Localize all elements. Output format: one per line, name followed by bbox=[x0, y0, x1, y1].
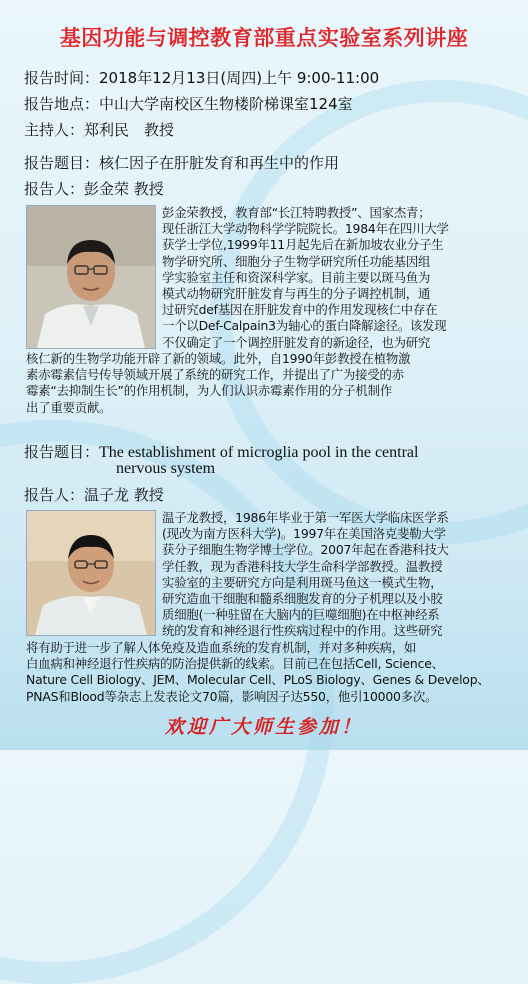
time-value: 2018年12月13日(周四)上午 9:00-11:00 bbox=[99, 69, 380, 87]
bio-line: 将有助于进一步了解人体免疫及造血系统的发育机制，并对多种疾病，如 bbox=[26, 640, 417, 655]
bio-line: 获学士学位,1999年11月起先后在新加坡农业分子生 bbox=[162, 237, 444, 253]
talk2-speaker-label: 报告人： bbox=[24, 486, 85, 504]
talk2-bio-wrap bbox=[162, 510, 508, 640]
bio-line: 现任浙江大学动物科学学院院长。1984年在四川大学 bbox=[162, 221, 449, 237]
bio-line: 质细胞(一种驻留在大脑内的巨噬细胞)在中枢神经系 bbox=[162, 607, 440, 623]
talk2-topic-value: The establishment of microglia pool in the central bbox=[99, 444, 419, 461]
bio-line: 统的发育和神经退行性疾病过程中的作用。这些研究 bbox=[162, 623, 443, 639]
talk2-topic-value-2: nervous system bbox=[116, 460, 216, 477]
host-row bbox=[24, 119, 174, 140]
talk2-speaker-row bbox=[24, 484, 164, 505]
speaker-photo-peng bbox=[26, 205, 156, 349]
talk1-speaker-row bbox=[24, 178, 164, 199]
bio-line: 模式动物研究肝脏发育与再生的分子调控机制，通 bbox=[162, 286, 431, 302]
welcome-footer: 欢迎广大师生参加！ bbox=[164, 716, 363, 738]
place-label: 报告地点： bbox=[24, 95, 100, 113]
bio-line: 出了重要贡献。 bbox=[26, 399, 112, 415]
page-title: 基因功能与调控教育部重点实验室系列讲座 bbox=[59, 26, 469, 50]
talk1-topic-value: 核仁因子在肝脏发育和再生中的作用 bbox=[99, 154, 340, 172]
talk2-topic-label: 报告题目： bbox=[24, 443, 100, 461]
bio-line: 素赤霉素信号传导领域开展了系统的研究工作，并提出了广为接受的赤 bbox=[26, 367, 404, 383]
talk2-topic-row-2 bbox=[116, 459, 215, 478]
talk1-speaker-label: 报告人： bbox=[24, 180, 85, 198]
time-row bbox=[24, 67, 379, 88]
place-row bbox=[24, 93, 353, 114]
talk2-topic-row bbox=[24, 441, 418, 462]
bio-line: 获分子细胞生物学博士学位。2007年起在香港科技大 bbox=[162, 542, 449, 558]
bio-line: PNAS和Blood等杂志上发表论文70篇，影响因子达550，他引10000多次。 bbox=[26, 688, 438, 704]
place-value: 中山大学南校区生物楼阶梯课室124室 bbox=[99, 95, 353, 113]
talk1-bio-wrap bbox=[162, 205, 508, 351]
talk1-topic-label: 报告题目： bbox=[24, 154, 100, 172]
bio-line: 一个以Def-Calpain3为轴心的蛋白降解途径。该发现 bbox=[162, 318, 447, 334]
bio-line: 不仅确定了一个调控肝脏发育的新途径，也为研究 bbox=[162, 334, 431, 350]
bio-line: 彭金荣教授，教育部“长江特聘教授”、国家杰青； bbox=[162, 205, 431, 220]
bio-line: 霉素“去抑制生长”的作用机制，为人们认识赤霉素作用的分子机制作 bbox=[26, 383, 392, 399]
talk2-speaker-value: 温子龙 教授 bbox=[84, 486, 164, 504]
speaker-photo-wen bbox=[26, 510, 156, 636]
bio-line: 实验室的主要研究方向是利用斑马鱼这一模式生物， bbox=[162, 574, 443, 590]
bio-line: (现改为南方医科大学)。1997年在美国洛克斐勒大学 bbox=[162, 526, 446, 542]
bio-line: Nature Cell Biology、JEM、Molecular Cell、PLoS Biology、Genes & Develop、 bbox=[26, 672, 490, 688]
bio-line: 物学研究所、细胞分子生物学研究所任功能基因组 bbox=[162, 253, 431, 269]
bio-line: 学实验室主任和资深科学家。目前主要以斑马鱼为 bbox=[162, 269, 431, 285]
host-label: 主持人： bbox=[24, 121, 85, 139]
bio-line: 学任教，现为香港科技大学生命科学部教授。温教授 bbox=[162, 558, 443, 574]
bio-line: 白血病和神经退行性疾病的防治提供新的线索。目前已在包括Cell, Science、 bbox=[26, 656, 444, 672]
bio-line: 研究造血干细胞和髓系细胞发育的分子机理以及小胶 bbox=[162, 591, 443, 607]
talk2-bio-full bbox=[26, 640, 508, 705]
talk1-topic-row bbox=[24, 152, 339, 173]
talk1-bio-full bbox=[26, 351, 508, 416]
time-label: 报告时间： bbox=[24, 69, 100, 87]
bio-line: 过研究def基因在肝脏发育中的作用发现核仁中存在 bbox=[162, 302, 438, 318]
bio-line: 核仁新的生物学功能开辟了新的领域。此外，自1990年彭教授在植物激 bbox=[26, 351, 411, 366]
talk1-speaker-value: 彭金荣 教授 bbox=[84, 180, 164, 198]
host-value: 郑利民 教授 bbox=[84, 121, 175, 139]
bio-line: 温子龙教授，1986年毕业于第一军医大学临床医学系 bbox=[162, 510, 449, 525]
